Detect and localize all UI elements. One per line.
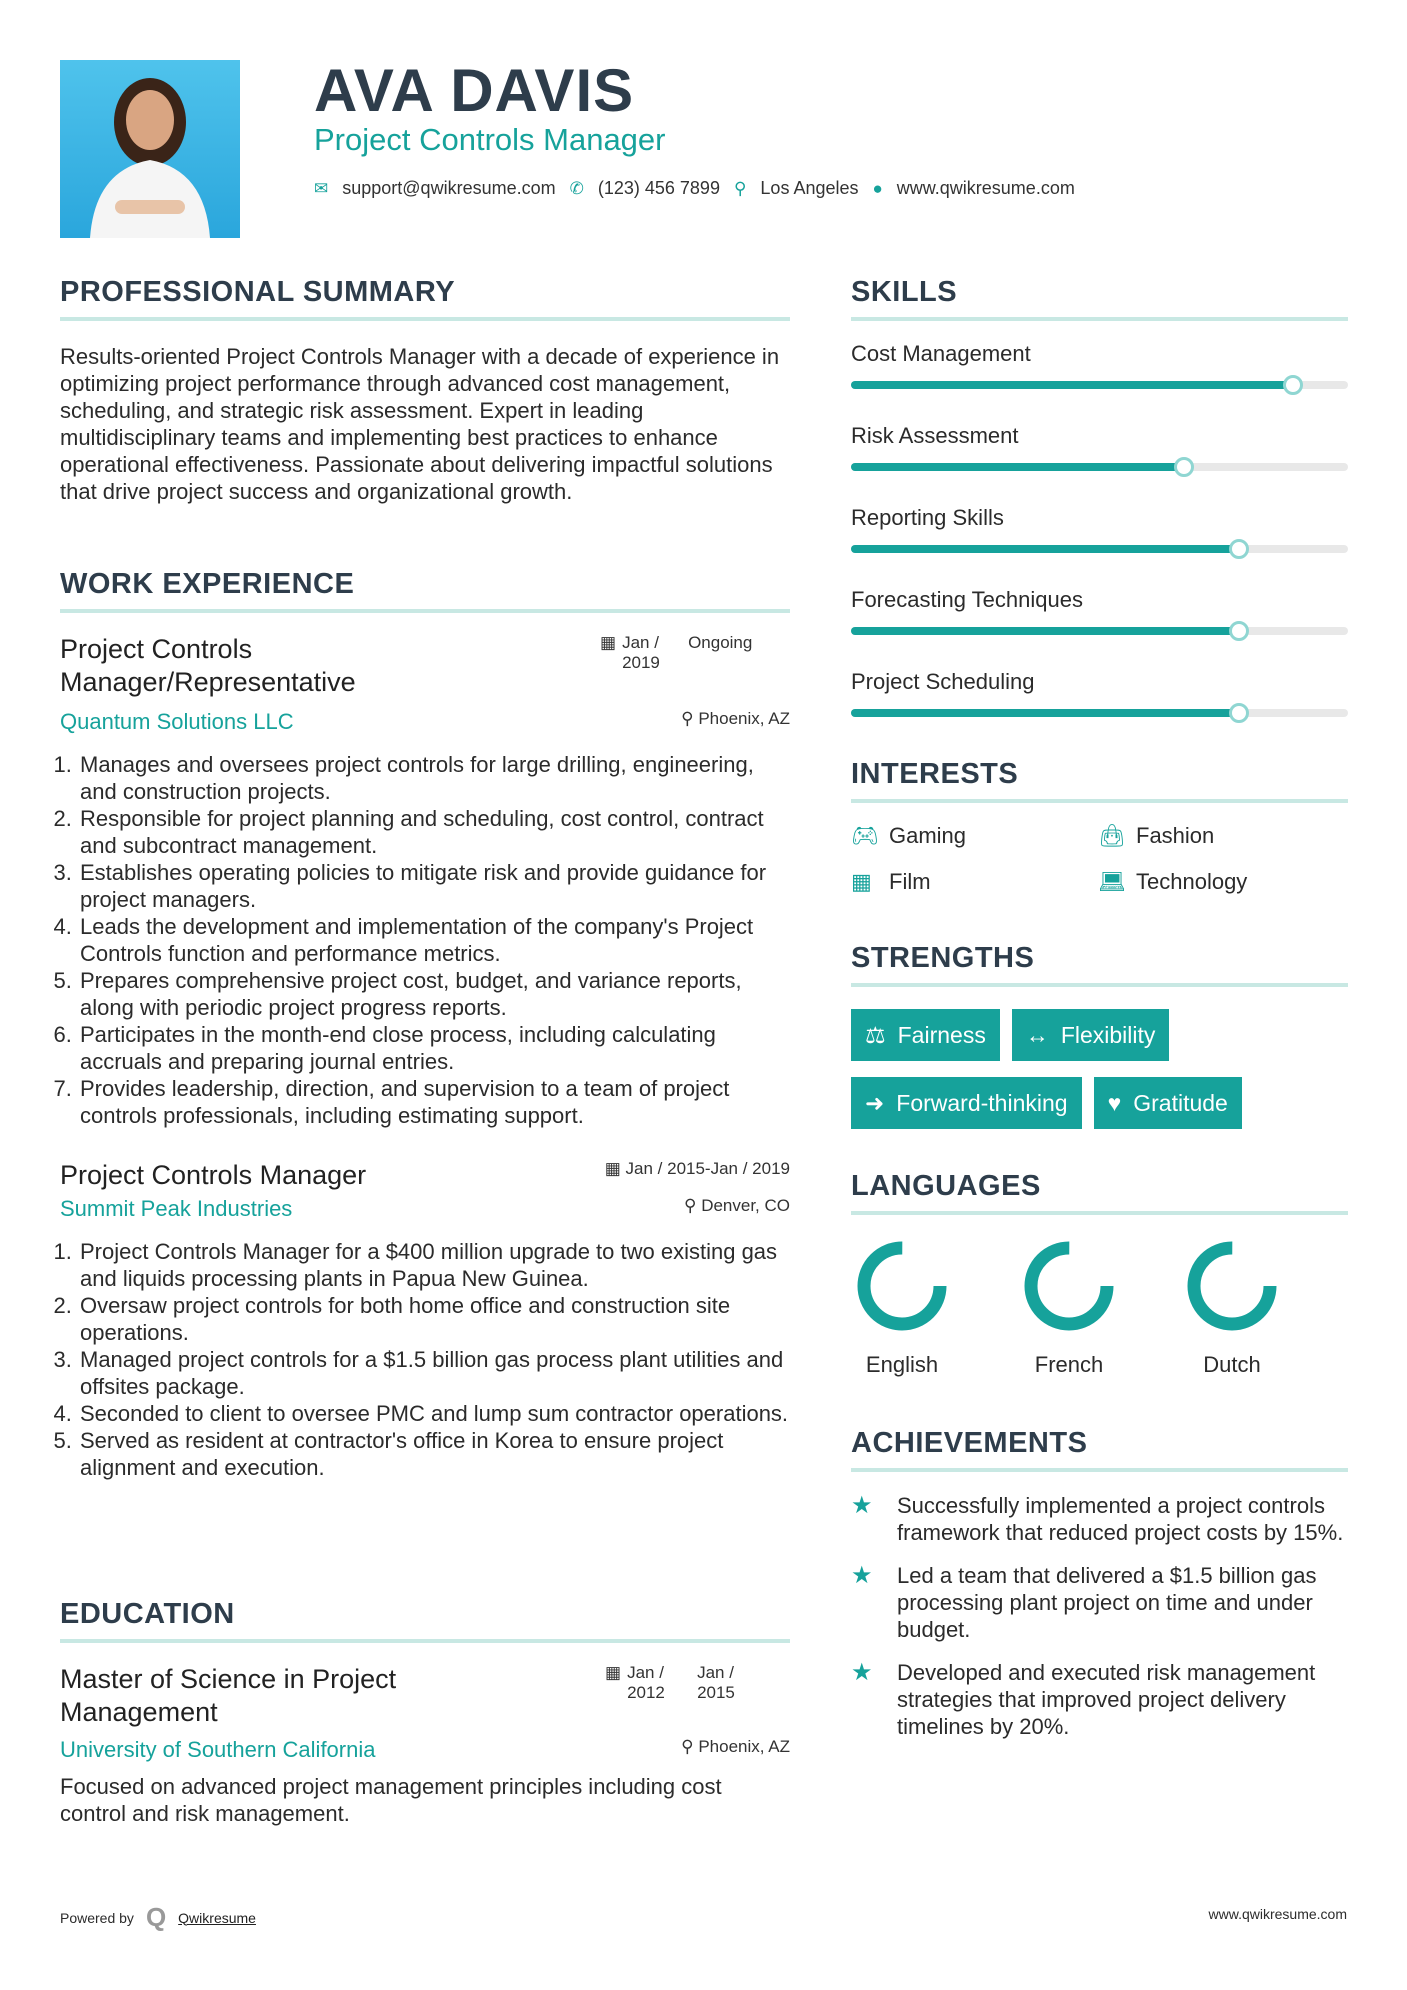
map-marker-icon: ⚲ [733,178,747,198]
achievement-item: ★ Successfully implemented a project controls framework that reduced project costs by 15%. [851,1492,1344,1545]
language-item [1167,1238,1297,1378]
skill-bar-knob [1283,375,1303,395]
calendar-icon: ▦ [605,1663,622,1682]
skill-bar [851,709,1348,717]
education-section [60,1598,790,1827]
job-header [60,633,790,711]
degree: Master of Science in Project Management [60,1664,397,1727]
skill-bar-knob [1229,621,1249,641]
job-position: Project Controls Manager/Representative [60,634,356,697]
job-bullet: 1. Manages and oversees project controls for large drilling, engineering, and construction projects. [78,751,790,805]
summary-text: Results-oriented Project Controls Manager with a decade of experience in optimizing project performance through advanced cost management, scheduling, and strategic risk assessment. Expert in leading multidisciplinary teams and implementing best practices to enhance operational effectiveness. Passionate about delivering impactful solutions that drive project success and organizational growth. [60,344,780,504]
summary-section [60,276,790,505]
job-position: Project Controls Manager [60,1160,367,1190]
skill-bar [851,381,1348,389]
profile-photo [60,60,240,238]
section-heading: SKILLS [851,276,1348,321]
company-name: Quantum Solutions LLC [60,709,294,734]
education-date: ▦ Jan / 2012 Jan / 2015 [605,1663,735,1702]
skill-bar-fill [851,627,1239,635]
school-name: University of Southern California [60,1737,376,1762]
strength-badge: ↔ Flexibility [1012,1009,1170,1061]
arrows-h-icon: ↔ [1025,1021,1049,1048]
section-heading: INTERESTS [851,758,1348,803]
globe-icon: ● [872,178,883,198]
section-heading: ACHIEVEMENTS [851,1427,1348,1472]
language-item [837,1238,967,1378]
job-bullet: 1. Project Controls Manager for a $400 million upgrade to two existing gas and liquids processing plants in Papua New Guinea. [78,1238,790,1292]
language-level-ring [854,1238,950,1334]
skill-label: Reporting Skills [851,505,1004,530]
job-bullet: 6. Participates in the month-end close process, including calculating accruals and preparing journal entries. [78,1021,790,1075]
phone-text: (123) 456 7899 [597,178,720,198]
work-section [60,568,790,1481]
envelope-icon: ✉ [314,178,329,198]
gamepad-icon: 🎮︎ [851,823,879,848]
job-bullet: 2. Oversaw project controls for both home office and construction site operations. [78,1292,790,1346]
brand-link[interactable]: Qwikresume [178,1909,256,1926]
skill-label: Project Scheduling [851,669,1035,694]
job-date: ▦ Jan / 2019 Ongoing [600,633,753,672]
interests-section [851,758,1348,895]
language-item [1004,1238,1134,1378]
achievements-section [851,1427,1348,1756]
balance-scale-icon: ⚖ [865,1021,886,1048]
qwikresume-logo-icon: Q [145,1902,167,1932]
achievement-item: ★ Developed and executed risk management strategies that improved project delivery timelines by 20%. [851,1659,1316,1739]
skill-bar [851,627,1348,635]
contact-bar [314,178,1075,199]
footer-powered: Powered by Q Qwikresume [60,1902,256,1932]
language-label: English [865,1352,939,1377]
skill-bar-knob [1229,703,1249,723]
section-heading: EDUCATION [60,1598,790,1643]
language-label: French [1034,1352,1104,1377]
heart-icon: ♥ [1107,1089,1122,1116]
skill-bar-fill [851,463,1184,471]
section-heading: WORK EXPERIENCE [60,568,790,613]
job-bullet: 4. Leads the development and implementation of the company's Project Controls function and performance metrics. [78,913,790,967]
skills-section [851,276,1348,751]
job-bullet: 5. Prepares comprehensive project cost, budget, and variance reports, along with periodic project progress reports. [78,967,790,1021]
skill-label: Forecasting Techniques [851,587,1083,612]
job-bullet: 4. Seconded to client to oversee PMC and lump sum contractor operations. [78,1400,790,1427]
skill-bar-knob [1174,457,1194,477]
arrow-right-icon: ➜ [865,1089,885,1116]
skill-label: Cost Management [851,341,1031,366]
shopping-bag-icon: 👜︎ [1098,823,1126,848]
section-heading: STRENGTHS [851,942,1348,987]
section-heading: PROFESSIONAL SUMMARY [60,276,790,321]
company-name: Summit Peak Industries [60,1196,293,1221]
language-label: Dutch [1203,1352,1261,1377]
interest-item: 🎮︎ Gaming [851,823,967,848]
job-location: ⚲ Denver, CO [684,1196,790,1215]
education-location: ⚲ Phoenix, AZ [681,1737,790,1756]
laptop-icon: 💻︎ [1098,869,1126,894]
skill-bar-knob [1229,539,1249,559]
phone-icon: ✆ [569,178,584,198]
footer-website[interactable]: www.qwikresume.com [1208,1906,1347,1922]
skill-bar-fill [851,381,1293,389]
languages-section [851,1170,1348,1410]
shooting-star-icon: ★ [851,1492,873,1519]
achievement-item: ★ Led a team that delivered a $1.5 billion gas processing plant project on time and under budget. [851,1562,1317,1642]
job-bullets [60,751,790,1129]
calendar-icon: ▦ [600,633,617,652]
interest-item: 💻︎ Technology [1098,869,1248,894]
strength-badge: ⚖ Fairness [851,1009,1000,1061]
job-bullet: 7. Provides leadership, direction, and supervision to a team of project controls professionals, including estimating support. [78,1075,790,1129]
email-link[interactable]: support@qwikresume.com [342,178,556,198]
section-heading: LANGUAGES [851,1170,1348,1215]
job-title: Project Controls Manager [314,122,666,157]
strengths-section [851,942,1348,1145]
strength-badge: ♥ Gratitude [1094,1077,1242,1129]
job-date: ▦ Jan / 2015-Jan / 2019 [604,1159,790,1178]
shooting-star-icon: ★ [851,1562,873,1589]
location-text: Los Angeles [760,178,859,198]
job-bullet: 5. Served as resident at contractor's office in Korea to ensure project alignment and execution. [78,1427,790,1481]
skill-bar [851,463,1348,471]
candidate-name: AVA DAVIS [314,57,635,124]
skill-bar-fill [851,545,1239,553]
language-level-ring [1021,1238,1117,1334]
education-description: Focused on advanced project management principles including cost control and risk management. [60,1774,722,1826]
job-location: ⚲ Phoenix, AZ [681,709,790,728]
skill-label: Risk Assessment [851,423,1019,448]
language-level-ring [1184,1238,1280,1334]
job-bullets [60,1238,790,1481]
strength-badge: ➜ Forward-thinking [851,1077,1082,1129]
skill-bar [851,545,1348,553]
interest-item: ▦ Film [851,869,931,894]
job-bullet: 2. Responsible for project planning and scheduling, cost control, contract and subcontract management. [78,805,790,859]
interest-item: 👜︎ Fashion [1098,823,1215,848]
shooting-star-icon: ★ [851,1659,873,1686]
film-icon: ▦ [851,869,872,894]
skill-bar-fill [851,709,1239,717]
website-link[interactable]: www.qwikresume.com [896,178,1075,198]
job-bullet: 3. Establishes operating policies to mitigate risk and provide guidance for project managers. [78,859,790,913]
job-bullet: 3. Managed project controls for a $1.5 billion gas process plant utilities and offsites package. [78,1346,790,1400]
